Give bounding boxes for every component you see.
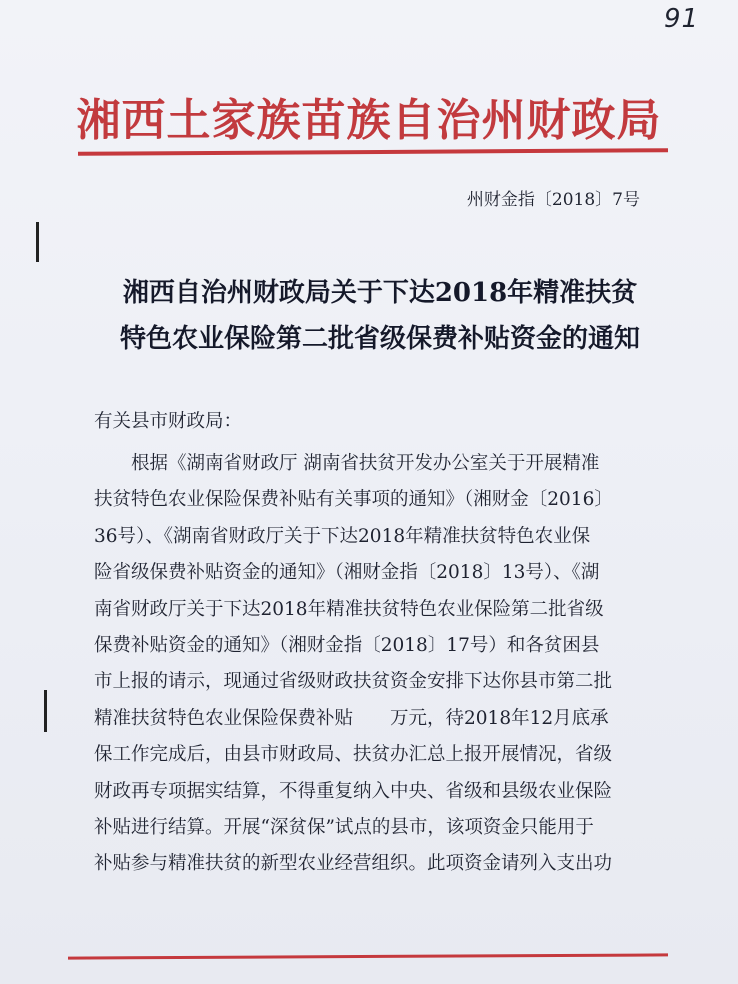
footer-red-rule	[68, 953, 668, 959]
title-line-2: 特色农业保险第二批省级保费补贴资金的通知	[119, 324, 640, 354]
body-line: 保费补贴资金的通知》（湘财金指〔2018〕17号）和各贫困县	[94, 634, 600, 656]
bleed-through-text	[300, 172, 430, 191]
body-line: 根据《湖南省财政厅 湖南省扶贫开发办公室关于开展精准	[131, 453, 600, 474]
body-line: 财政再专项据实结算，不得重复纳入中央、省级和县级农业保险	[94, 780, 613, 802]
document-number: 州财金指〔2018〕7号	[466, 190, 640, 210]
margin-mark	[44, 690, 47, 732]
header-red-rule	[78, 148, 668, 156]
body-line: 扶贫特色农业保险保费补贴有关事项的通知》（湘财金〔2016〕	[94, 489, 613, 511]
body-line: 精准扶贫特色农业保险保费补贴 万元，待2018年12月底承	[94, 707, 609, 729]
document-title	[70, 270, 690, 362]
margin-mark	[36, 222, 39, 262]
body-line: 险省级保费补贴资金的通知》（湘财金指〔2018〕13号）、《湖	[94, 562, 600, 584]
title-line-1: 湘西自治州财政局关于下达2018年精准扶贫	[122, 278, 638, 308]
page-number: 91	[664, 4, 700, 34]
body-line: 36号）、《湖南省财政厅关于下达2018年精准扶贫特色农业保	[94, 525, 591, 547]
organization-header: 湘西土家族苗族自治州财政局	[76, 95, 662, 146]
body-line: 补贴参与精准扶贫的新型农业经营组织。此项资金请列入支出功	[94, 853, 613, 875]
body-line: 补贴进行结算。开展“深贫保”试点的县市，该项资金只能用于	[94, 816, 594, 838]
body-line: 南省财政厅关于下达2018年精准扶贫特色农业保险第二批省级	[94, 598, 604, 620]
body-line: 保工作完成后，由县市财政局、扶贫办汇总上报开展情况，省级	[94, 744, 613, 766]
body-paragraph	[94, 446, 654, 883]
body-line: 市上报的请示，现通过省级财政扶贫资金安排下达你县市第二批	[94, 671, 613, 693]
salutation: 有关县市财政局：	[94, 411, 243, 432]
